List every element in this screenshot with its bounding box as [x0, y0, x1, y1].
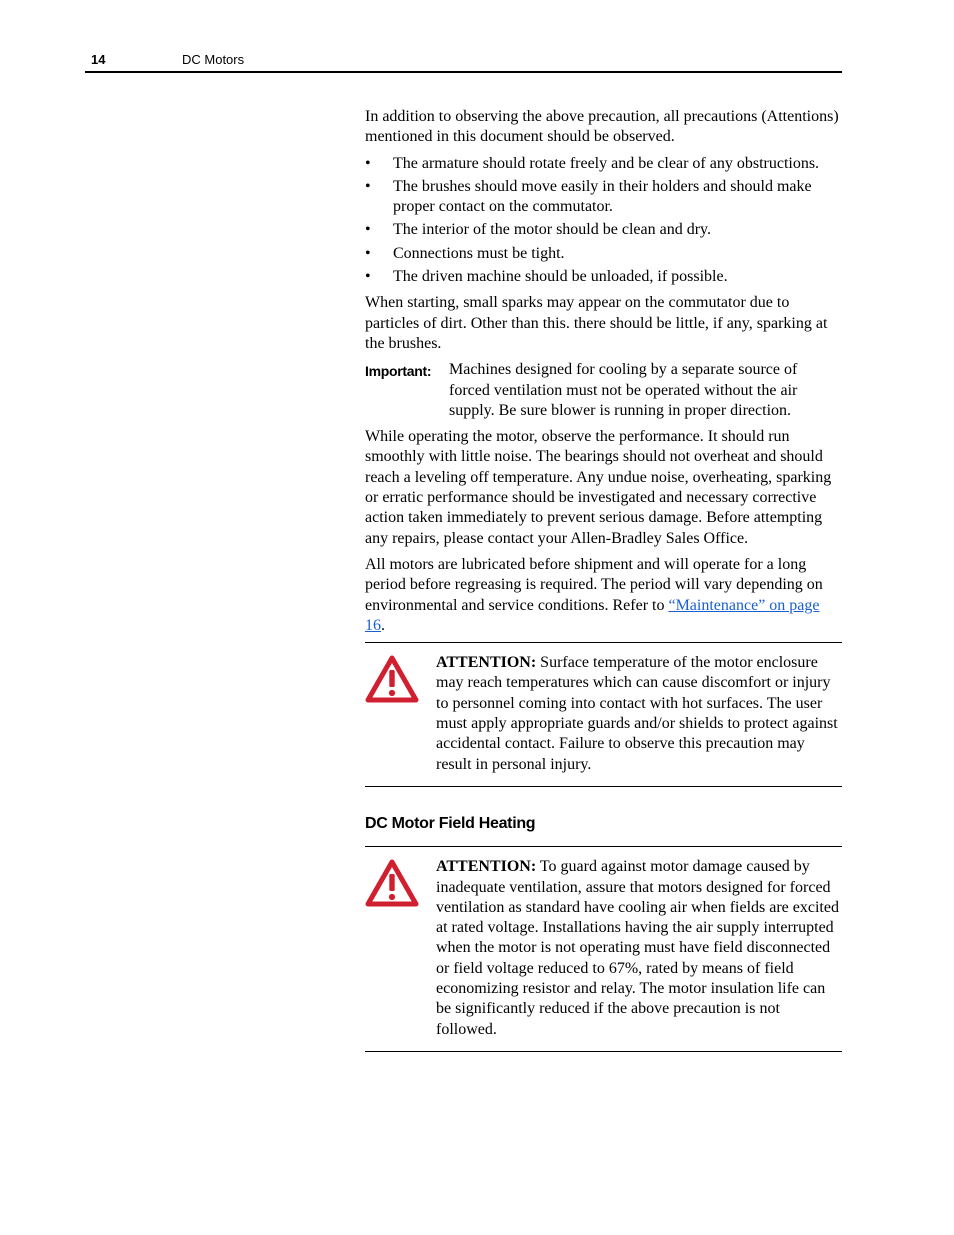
warning-triangle-icon: [365, 653, 436, 775]
attention-box-field-heating: [365, 846, 842, 1052]
page-header: [85, 50, 842, 73]
lubrication-paragraph: [365, 555, 842, 636]
operating-paragraph: While operating the motor, observe the performance. It should run smoothly with little noise. The bearings should not overheat and should reach a leveling off temperature. Any undue noise, overheating, sparking or erratic performance should be investigated and necessary corrective action taken immediately to prevent serious damage. Before attempting any repairs, please contact your Allen-Bradley Sales Office.: [365, 428, 832, 547]
lubrication-text: All motors are lubricated before shipment and will operate for a long period before regreasing is required. The period will vary depending on environmental and service conditions. Refer to: [365, 555, 823, 614]
attention-label: ATTENTION:: [436, 858, 537, 876]
bullet-icon: •: [365, 244, 371, 262]
list-item: [365, 177, 842, 218]
attention-box-surface-temperature: [365, 642, 842, 787]
starting-paragraph: When starting, small sparks may appear on the commutator due to particles of dirt. Other than this. there should be little, if any, sparking at the brushes.: [365, 294, 828, 352]
important-text: Machines designed for cooling by a separate source of forced ventilation must not be operated without the air supply. Be sure blower is running in proper direction.: [449, 361, 798, 419]
running-header-title: DC Motors: [182, 52, 245, 67]
intro-paragraph: In addition to observing the above precaution, all precautions (Attentions) mentioned in this document should be observed.: [365, 108, 839, 146]
important-label: Important:: [365, 363, 432, 380]
section-heading: DC Motor Field Heating: [365, 814, 536, 832]
lubrication-period: .: [381, 616, 385, 634]
attention-text: [436, 857, 842, 1040]
main-content: [365, 107, 842, 1052]
list-item-text: The armature should rotate freely and be clear of any obstructions.: [393, 154, 820, 172]
list-item: [365, 220, 842, 240]
bullet-icon: •: [365, 221, 371, 239]
bullet-icon: •: [365, 177, 371, 195]
list-item: [365, 267, 842, 287]
warning-triangle-icon: [365, 857, 436, 1040]
list-item-text: The brushes should move easily in their holders and should make proper contact on the commutator.: [393, 177, 812, 216]
bullet-icon: •: [365, 154, 371, 172]
list-item-text: The interior of the motor should be clean and dry.: [393, 221, 711, 239]
list-item-text: The driven machine should be unloaded, if possible.: [393, 268, 728, 286]
attention-label: ATTENTION:: [436, 654, 537, 672]
maintenance-link[interactable]: “Maintenance” on page 16: [365, 596, 820, 634]
important-note: [365, 360, 842, 421]
attention-body: Surface temperature of the motor enclosure may reach temperatures which can cause discomfort or injury to personnel coming into contact with hot surfaces. The user must apply appropriate guards and/or shields to protect against accidental contact. Failure to observe this precaution may result in personal injury.: [436, 654, 838, 773]
list-item: [365, 244, 842, 264]
page-number: 14: [91, 52, 106, 67]
bullet-icon: •: [365, 268, 371, 286]
list-item-text: Connections must be tight.: [393, 244, 565, 262]
attention-text: [436, 653, 842, 775]
list-item: [365, 154, 842, 174]
checklist: [365, 154, 842, 288]
attention-body: To guard against motor damage caused by inadequate ventilation, assure that motors designed for forced ventilation as standard have cooling air when fields are excited at rated voltage. Installations having the air supply interrupted when the motor is not operating must have field disconnected or field voltage reduced to 67%, rated by means of field economizing resistor and relay. The motor insulation life can be significantly reduced if the above precaution is not followed.: [436, 858, 839, 1038]
